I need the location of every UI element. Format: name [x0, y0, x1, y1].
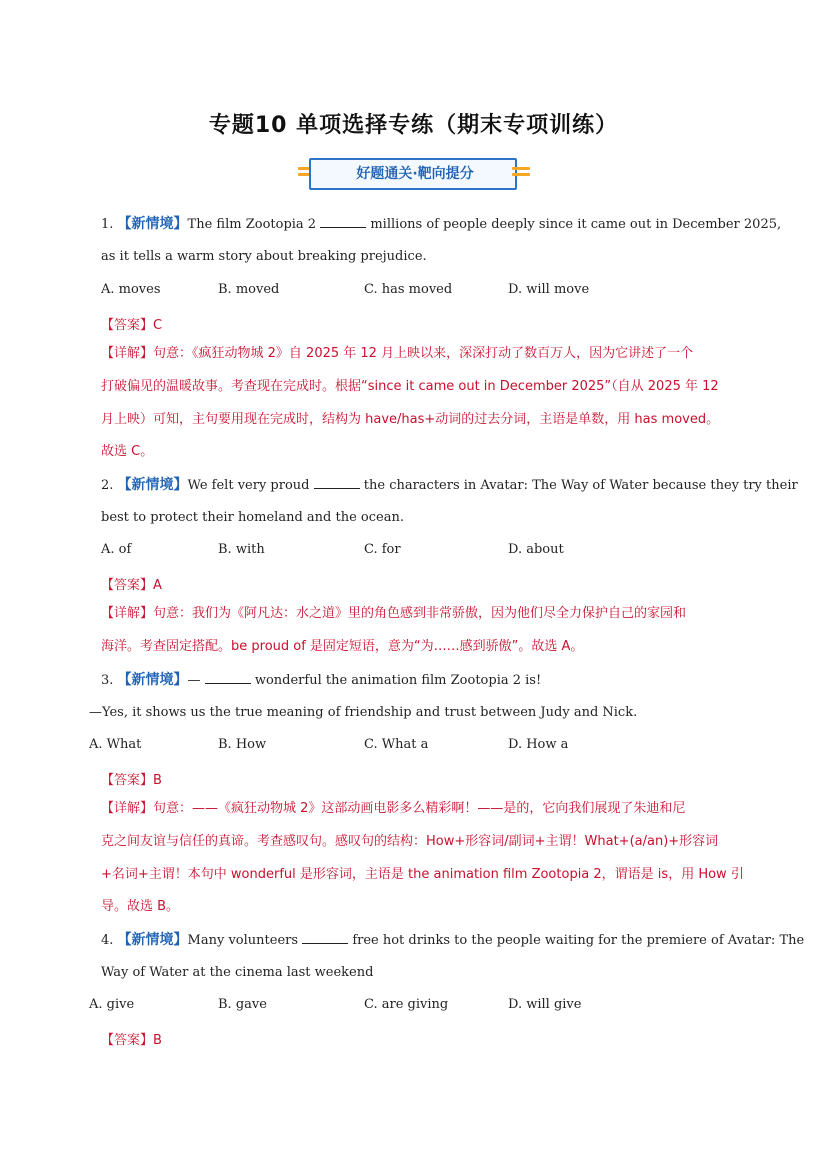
question-2-line-1	[101, 476, 798, 495]
question-text: the characters in Avatar: The Way of Water because they try their	[363, 478, 798, 493]
answer-blank	[314, 476, 360, 489]
option-d: D. will give	[508, 997, 582, 1012]
section-banner	[298, 155, 530, 195]
detail-2-line-2: 海洋。考查固定搭配。be proud of 是固定短语，意为“为……感到骄傲”。故选 A。	[101, 639, 584, 654]
banner-text: 好题通关·靶向提分	[356, 166, 474, 182]
option-d: D. How a	[508, 737, 569, 752]
option-d: D. about	[508, 542, 564, 557]
option-b: B. with	[218, 542, 265, 557]
answer-label: 【答案】	[101, 1033, 154, 1048]
question-text: The film Zootopia 2	[187, 217, 317, 232]
option-a: A. What	[89, 737, 142, 752]
answer-label: 【答案】	[101, 578, 154, 593]
detail-text: 句意：我们为《阿凡达：水之道》里的角色感到非常骄傲，因为他们尽全力保护自己的家园和	[153, 606, 687, 621]
question-text: millions of people deeply since it came out in December 2025,	[370, 217, 782, 232]
new-context-tag: 【新情境】	[117, 477, 188, 493]
detail-2-line-1	[101, 605, 686, 623]
detail-3-line-3: +名词+主谓！本句中 wonderful 是形容词，主语是 the animation film Zootopia 2，谓语是 is，用 How 引	[101, 867, 744, 882]
question-3-line-1	[101, 671, 541, 690]
option-b: B. gave	[218, 997, 267, 1012]
question-2-line-2: best to protect their homeland and the ocean.	[101, 510, 404, 525]
detail-3-line-4: 导。故选 B。	[101, 899, 180, 914]
answer-4	[101, 1029, 162, 1048]
new-context-tag: 【新情境】	[117, 932, 188, 948]
answer-blank	[320, 215, 366, 228]
option-a: A. of	[101, 542, 132, 557]
answer-value: B	[153, 1033, 162, 1048]
detail-1-line-3: 月上映）可知，主句要用现在完成时，结构为 have/has+动词的过去分词，主语是单数，用 has moved。	[101, 412, 720, 427]
option-c: C. for	[364, 542, 401, 557]
question-number: 3.	[101, 673, 114, 688]
detail-label: 【详解】	[101, 346, 154, 361]
question-text: Many volunteers	[187, 933, 299, 948]
detail-label: 【详解】	[101, 606, 154, 621]
question-4-line-1	[101, 931, 804, 950]
option-b: B. How	[218, 737, 267, 752]
page-title: 专题10 单项选择专练（期末专项训练）	[208, 113, 619, 138]
detail-3-line-2: 克之间友谊与信任的真谛。考查感叹句。感叹句的结构：How+形容词/副词+主谓！What+(a/an)+形容词	[101, 834, 719, 849]
new-context-tag: 【新情境】	[117, 216, 188, 232]
question-1-line-2: as it tells a warm story about breaking prejudice.	[101, 249, 427, 264]
answer-blank	[302, 931, 348, 944]
detail-text: 句意：——《疯狂动物城 2》这部动画电影多么精彩啊！——是的，它向我们展现了朱迪和尼	[153, 801, 686, 816]
answer-label: 【答案】	[101, 318, 154, 333]
question-text: We felt very proud	[187, 478, 310, 493]
option-a: A. moves	[101, 282, 161, 297]
detail-label: 【详解】	[101, 801, 154, 816]
detail-3-line-1	[101, 800, 685, 818]
banner-box	[309, 158, 517, 190]
question-number: 4.	[101, 933, 114, 948]
new-context-tag: 【新情境】	[117, 672, 188, 688]
answer-value: C	[153, 318, 163, 333]
detail-1-line-2: 打破偏见的温暖故事。考查现在完成时。根据“since it came out in December 2025”（自从 2025 年 12	[101, 379, 719, 394]
detail-1-line-4: 故选 C。	[101, 444, 154, 459]
question-text: free hot drinks to the people waiting for the premiere of Avatar: The	[352, 933, 805, 948]
option-c: C. What a	[364, 737, 429, 752]
question-number: 2.	[101, 478, 114, 493]
answer-value: A	[153, 578, 162, 593]
option-c: C. are giving	[364, 997, 449, 1012]
detail-text: 句意：《疯狂动物城 2》自 2025 年 12 月上映以来，深深打动了数百万人，因为它讲述了一个	[153, 346, 694, 361]
answer-1	[101, 314, 162, 333]
answer-label: 【答案】	[101, 773, 154, 788]
answer-3	[101, 769, 162, 788]
question-3-line-2: —Yes, it shows us the true meaning of friendship and trust between Judy and Nick.	[89, 705, 638, 720]
answer-2	[101, 574, 162, 593]
option-c: C. has moved	[364, 282, 453, 297]
option-d: D. will move	[508, 282, 590, 297]
option-a: A. give	[89, 997, 135, 1012]
answer-value: B	[153, 773, 162, 788]
question-number: 1.	[101, 217, 114, 232]
question-text: wonderful the animation film Zootopia 2 is!	[254, 673, 542, 688]
banner-right-decoration	[512, 167, 530, 181]
question-1-line-1	[101, 215, 781, 234]
answer-blank	[205, 671, 251, 684]
question-text: —	[187, 673, 201, 688]
option-b: B. moved	[218, 282, 280, 297]
detail-1-line-1	[101, 345, 693, 363]
question-4-line-2: Way of Water at the cinema last weekend	[101, 965, 374, 980]
